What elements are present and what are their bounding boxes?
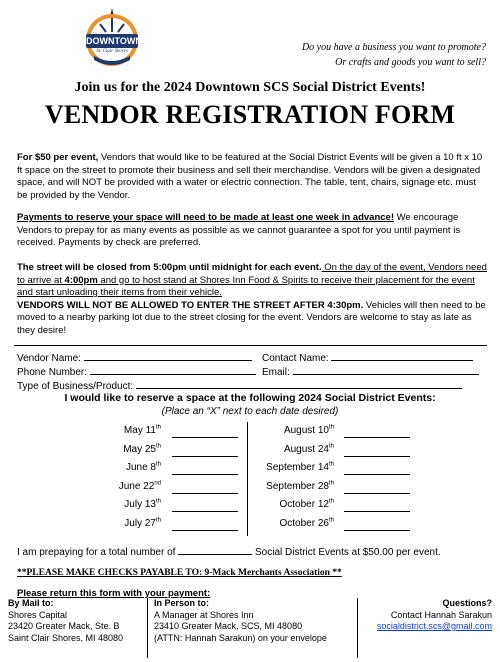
right-date-checkbox-line[interactable] <box>344 474 410 475</box>
closure-lead: The street will be closed from 5:00pm until midnight for each event. <box>17 262 322 273</box>
email-row <box>262 365 479 379</box>
vendor-name-field[interactable] <box>84 351 252 361</box>
checks-payable-note: **PLEASE MAKE CHECKS PAYABLE TO: 9-Mack Merchants Association ** <box>17 568 342 578</box>
date-text: June 22 <box>118 480 155 492</box>
date-suffix: th <box>155 498 161 505</box>
tagline-line-2: Or crafts and goods you want to sell? <box>335 57 486 68</box>
right-date-label <box>174 499 334 510</box>
closure-text: Vehicles will then need to be moved to a nearby parking lot due to the street closing for the event. Vendors are welcome to stay as late as they desire! <box>17 299 486 336</box>
logo-subtext: St. Clair Shores <box>96 49 128 54</box>
mail-line: Shores Capital <box>8 609 68 620</box>
date-text: October 26 <box>279 517 329 529</box>
pricing-text: Vendors that would like to be featured at the Social District Events will be given a 10 ft x 10 ft space on the street to promote their business and sell their merchandise. Vendors will be given a designated space, and will NOT be provided with a water or electric connection. The table, tent, chairs, signage etc. must be provided by the Vendor. <box>17 152 483 201</box>
tagline <box>302 40 486 70</box>
left-date-label <box>1 444 161 455</box>
left-date-checkbox-line[interactable] <box>172 493 238 494</box>
date-text: May 11 <box>123 425 156 436</box>
footer-divider <box>147 598 148 658</box>
questions-email-link[interactable]: socialdistrict.scs@gmail.com <box>376 621 492 631</box>
date-suffix: nd <box>154 480 161 487</box>
entry-deadline: VENDORS WILL NOT BE ALLOWED TO ENTER THE STREET AFTER 4:30pm. <box>17 299 364 311</box>
phone-row <box>17 365 256 379</box>
business-type-field[interactable] <box>136 379 462 389</box>
contact-name-row <box>262 351 473 365</box>
mail-line: 23420 Greater Mack, Ste. B <box>8 621 120 631</box>
arrival-text-2: and go to host stand at Shores Inn Food & Spirits to receive their placement for the event and start unloading their items from their vehicle. <box>17 274 475 299</box>
arrival-text-1: On the day of the event, Vendors need to arrive at <box>17 262 487 286</box>
left-date-label <box>1 481 161 492</box>
date-suffix: th <box>328 517 334 524</box>
street-closure-paragraph <box>17 262 487 338</box>
pricing-paragraph <box>17 152 487 202</box>
vendor-name-label: Vendor Name: <box>17 353 81 364</box>
date-suffix: th <box>155 443 161 450</box>
right-date-label <box>174 425 334 436</box>
reserve-heading: I would like to reserve a space at the following 2024 Social District Events: <box>64 392 436 404</box>
questions-column <box>357 598 492 633</box>
tagline-line-1: Do you have a business you want to promote? <box>301 42 486 53</box>
right-date-checkbox-line[interactable] <box>344 456 410 457</box>
mail-line: Saint Clair Shores, MI 48080 <box>8 632 124 643</box>
date-suffix: th <box>155 461 161 468</box>
questions-contact: Contact Hannah Sarakun <box>390 609 492 620</box>
date-text: July 13 <box>124 499 156 510</box>
form-title: VENDOR REGISTRATION FORM <box>44 100 456 129</box>
in-person-line: (ATTN: Hannah Sarakun) on your envelope <box>154 632 327 643</box>
downtown-logo <box>80 4 144 76</box>
vendor-name-row <box>17 351 252 365</box>
date-text: June 8 <box>125 462 156 473</box>
pricing-lead: For $50 per event, <box>17 152 99 163</box>
right-date-checkbox-line[interactable] <box>344 493 410 494</box>
email-field[interactable] <box>293 365 479 375</box>
date-text: August 24 <box>283 443 329 455</box>
prepay-count-field[interactable] <box>178 545 252 555</box>
left-date-checkbox-line[interactable] <box>172 474 238 475</box>
left-date-label <box>1 518 161 529</box>
left-date-checkbox-line[interactable] <box>172 456 238 457</box>
right-date-label <box>174 462 334 473</box>
email-label: Email: <box>262 367 290 378</box>
dates-divider <box>247 422 248 536</box>
left-date-label <box>1 499 161 510</box>
right-date-checkbox-line[interactable] <box>344 530 410 531</box>
date-text: October 12 <box>279 499 329 510</box>
date-suffix: th <box>328 461 334 468</box>
business-type-label: Type of Business/Product: <box>17 381 134 392</box>
right-date-checkbox-line[interactable] <box>344 511 410 512</box>
arrival-time: 4:00pm <box>64 274 98 286</box>
in-person-heading: In Person to: <box>154 598 210 608</box>
mail-column <box>8 598 148 644</box>
phone-field[interactable] <box>90 365 256 375</box>
date-text: May 25 <box>123 443 156 455</box>
phone-label: Phone Number: <box>17 367 88 378</box>
date-suffix: th <box>155 517 161 524</box>
left-date-label <box>1 425 161 436</box>
reserve-instructions: (Place an “X” next to each date desired) <box>161 406 339 417</box>
right-date-label <box>174 444 334 455</box>
return-heading: Please return this form with your payment: <box>17 588 211 599</box>
right-date-label <box>174 481 334 492</box>
left-date-checkbox-line[interactable] <box>172 511 238 512</box>
prepay-row <box>17 545 441 559</box>
date-suffix: th <box>328 443 334 450</box>
left-date-label <box>1 462 161 473</box>
payment-paragraph <box>17 212 487 250</box>
business-type-row <box>17 379 462 393</box>
questions-heading: Questions? <box>442 598 492 608</box>
date-suffix: th <box>328 480 334 487</box>
prepay-text-before: I am prepaying for a total number of <box>17 547 176 558</box>
in-person-line: A Manager at Shores Inn <box>154 609 254 620</box>
contact-name-label: Contact Name: <box>262 353 329 364</box>
mail-heading: By Mail to: <box>8 598 54 608</box>
date-suffix: th <box>328 424 334 431</box>
logo-text: DOWNTOWN <box>86 36 142 46</box>
date-suffix: th <box>328 498 334 505</box>
right-date-label <box>174 518 334 529</box>
payment-text: We encourage Vendors to prepay for as many events as possible as we cannot guarantee a spot for you until payment is received. Payments by check are preferred. <box>17 212 461 249</box>
right-date-checkbox-line[interactable] <box>344 437 410 438</box>
date-text: September 14 <box>266 462 329 473</box>
left-date-checkbox-line[interactable] <box>172 437 238 438</box>
in-person-line: 23410 Greater Mack, SCS, MI 48080 <box>154 621 303 631</box>
divider <box>14 345 487 346</box>
date-text: September 28 <box>266 480 329 492</box>
date-text: August 10 <box>283 425 329 436</box>
payment-lead: Payments to reserve your space will need to be made at least one week in advance! <box>17 212 394 223</box>
headline: Join us for the 2024 Downtown SCS Social District Events! <box>74 80 426 95</box>
date-text: July 27 <box>124 517 156 529</box>
contact-name-field[interactable] <box>331 351 473 361</box>
left-date-checkbox-line[interactable] <box>172 530 238 531</box>
prepay-text-after: Social District Events at $50.00 per event. <box>254 547 441 558</box>
in-person-column <box>154 598 354 644</box>
date-suffix: th <box>155 424 161 431</box>
